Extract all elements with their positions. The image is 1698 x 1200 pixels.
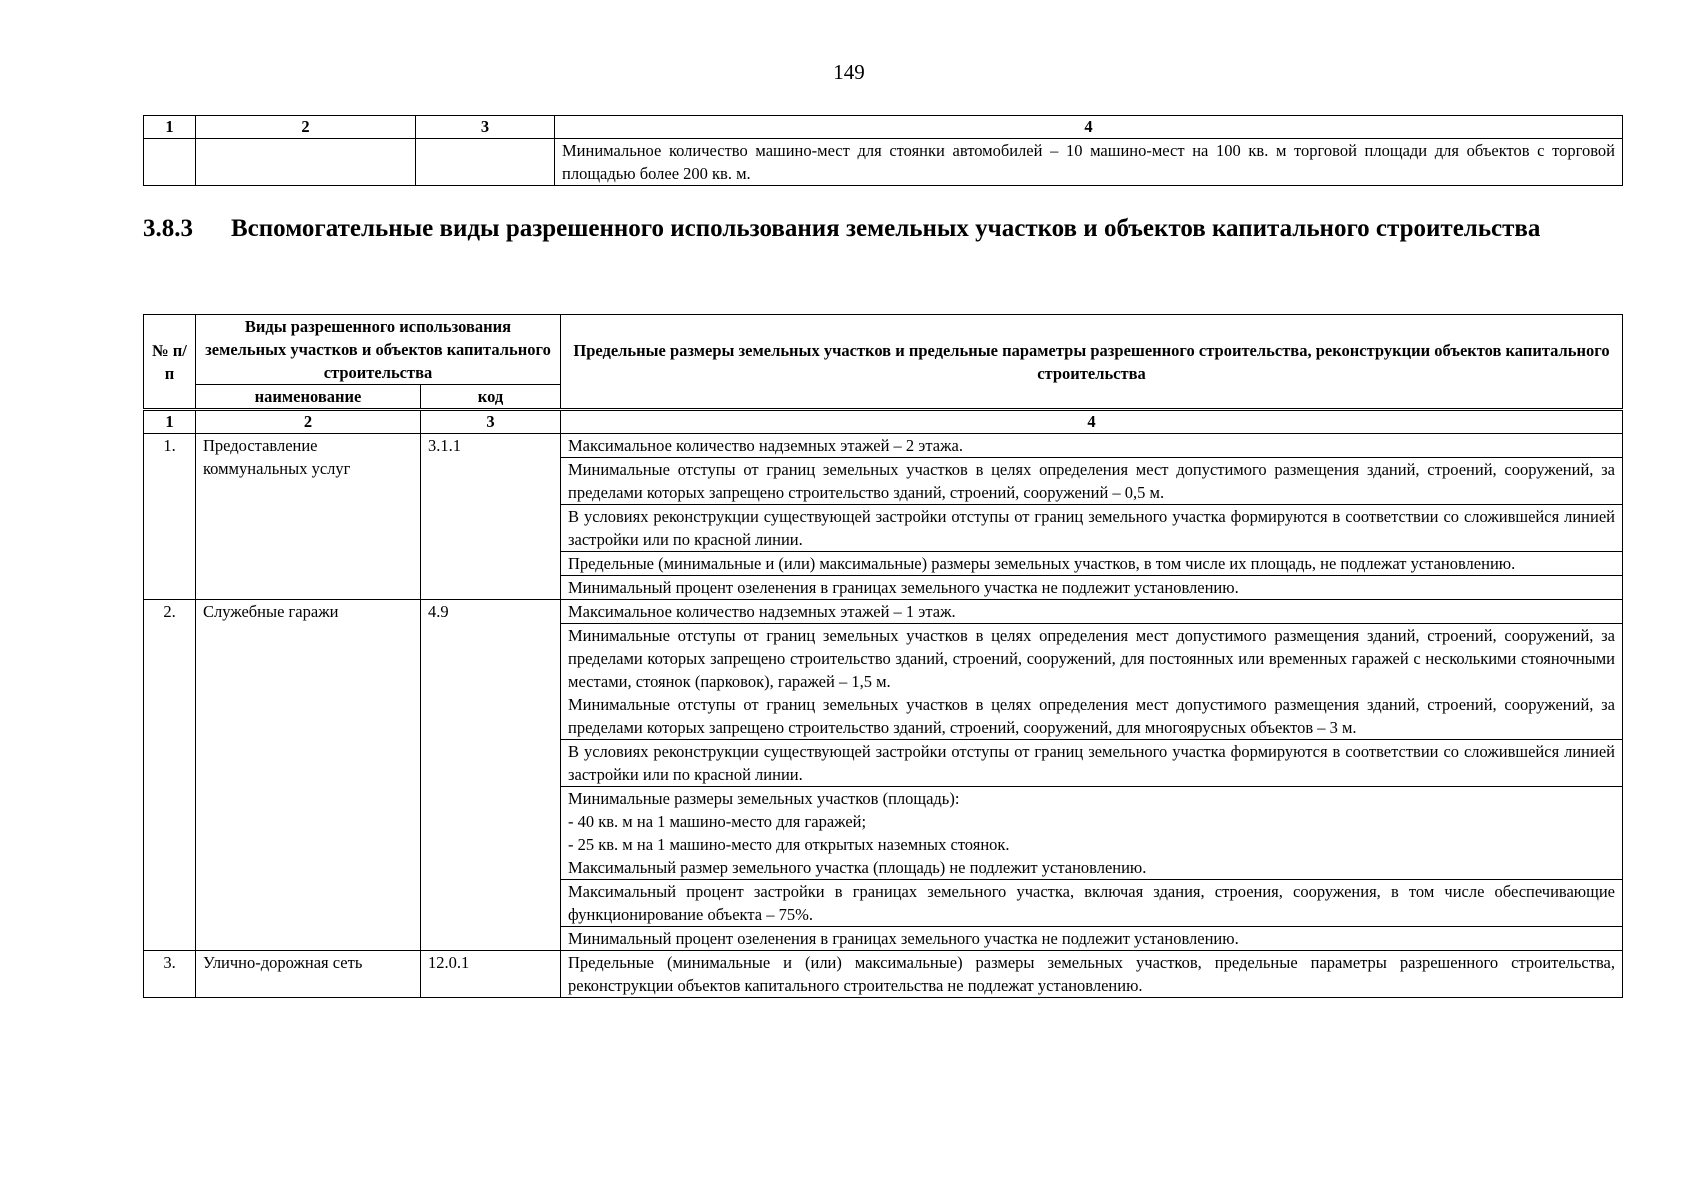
header-name: наименование — [196, 385, 421, 410]
use-type-name: Предоставление коммунальных услуг — [196, 434, 421, 600]
section-number: 3.8.3 — [143, 215, 193, 242]
column-numbers-row — [144, 410, 1623, 434]
parameter-cell: Максимальный процент застройки в границах земельного участка, включая здания, строения, сооружения, в том числе обеспечивающие функционирование объекта – 75%. — [561, 880, 1623, 927]
parameter-cell: Максимальное количество надземных этажей – 2 этажа. — [561, 434, 1623, 458]
parameter-cell: Минимальный процент озеленения в границах земельного участка не подлежит установлению. — [561, 576, 1623, 600]
cell-name — [196, 139, 416, 186]
parameter-line: Минимальные отступы от границ земельных участков в целях определения мест допустимого размещения зданий, строений, сооружений, за пределами которых запрещено строительство зданий, строений, сооружений, для постоянных или временных гаражей с несколькими стояночными местами, стоянок (парковок), гаражей – 1,5 м. — [568, 626, 1615, 691]
cell-param: Минимальное количество машино-мест для стоянки автомобилей – 10 машино-мест на 100 кв. м торговой площади для объектов с торговой площадью более 200 кв. м. — [555, 139, 1623, 186]
page-number: 149 — [833, 60, 865, 84]
row-number: 3. — [144, 951, 196, 998]
parameter-cell: Минимальные отступы от границ земельных участков в целях определения мест допустимого размещения зданий, строений, сооружений, за пределами которых запрещено строительство зданий, строений, сооружений – 0,5 м. — [561, 458, 1623, 505]
parameter-cell: Предельные (минимальные и (или) максимальные) размеры земельных участков, в том числе их площадь, не подлежат установлению. — [561, 552, 1623, 576]
use-type-code: 12.0.1 — [421, 951, 561, 998]
col-number: 3 — [421, 410, 561, 434]
header-code: код — [421, 385, 561, 410]
main-table-body — [144, 434, 1623, 998]
parameter-line: Минимальные размеры земельных участков (площадь): — [568, 789, 960, 808]
parameter-line: - 40 кв. м на 1 машино-место для гаражей; — [568, 812, 867, 831]
parameter-cell: Предельные (минимальные и (или) максимальные) размеры земельных участков, предельные параметры разрешенного строительства, реконструкции объектов капитального строительства не подлежат установлению. — [561, 951, 1623, 998]
parameter-cell: В условиях реконструкции существующей застройки отступы от границ земельного участка формируются в соответствии со сложившейся линией застройки или по красной линии. — [561, 740, 1623, 787]
col-number: 1 — [144, 410, 196, 434]
main-table — [143, 314, 1623, 998]
use-type-name: Улично-дорожная сеть — [196, 951, 421, 998]
parameter-cell — [561, 787, 1623, 880]
col-number: 2 — [196, 410, 421, 434]
col-header: 1 — [144, 116, 196, 139]
table-row — [144, 434, 1623, 458]
use-type-code: 3.1.1 — [421, 434, 561, 600]
parameter-cell: В условиях реконструкции существующей застройки отступы от границ земельного участка формируются в соответствии со сложившейся линией застройки или по красной линии. — [561, 505, 1623, 552]
row-number: 1. — [144, 434, 196, 600]
continuation-table-header — [144, 116, 1623, 139]
parameter-line: Максимальный размер земельного участка (площадь) не подлежит установлению. — [568, 858, 1147, 877]
parameter-cell: Максимальное количество надземных этажей – 1 этаж. — [561, 600, 1623, 624]
section-title: Вспомогательные виды разрешенного использования земельных участков и объектов капитального строительства — [231, 215, 1541, 242]
table-row — [144, 951, 1623, 998]
parameter-cell: Минимальный процент озеленения в границах земельного участка не подлежит установлению. — [561, 927, 1623, 951]
col-number: 4 — [561, 410, 1623, 434]
parameter-line: - 25 кв. м на 1 машино-место для открытых наземных стоянок. — [568, 835, 1010, 854]
header-params: Предельные размеры земельных участков и предельные параметры разрешенного строительства, реконструкции объектов капитального строительства — [561, 315, 1623, 410]
use-type-name: Служебные гаражи — [196, 600, 421, 951]
table-row — [144, 139, 1623, 186]
header-num: № п/п — [144, 315, 196, 410]
use-type-code: 4.9 — [421, 600, 561, 951]
col-header: 2 — [196, 116, 416, 139]
parameter-cell — [561, 624, 1623, 740]
table-row — [144, 600, 1623, 624]
cell-num — [144, 139, 196, 186]
cell-code — [416, 139, 555, 186]
row-number: 2. — [144, 600, 196, 951]
continuation-table — [143, 115, 1623, 186]
col-header: 3 — [416, 116, 555, 139]
main-table-header — [144, 315, 1623, 385]
header-types: Виды разрешенного использования земельных участков и объектов капитального строительства — [196, 315, 561, 385]
col-header: 4 — [555, 116, 1623, 139]
parameter-line: Минимальные отступы от границ земельных участков в целях определения мест допустимого размещения зданий, строений, сооружений, за пределами которых запрещено строительство зданий, строений, сооружений, для многоярусных объектов – 3 м. — [568, 695, 1615, 737]
